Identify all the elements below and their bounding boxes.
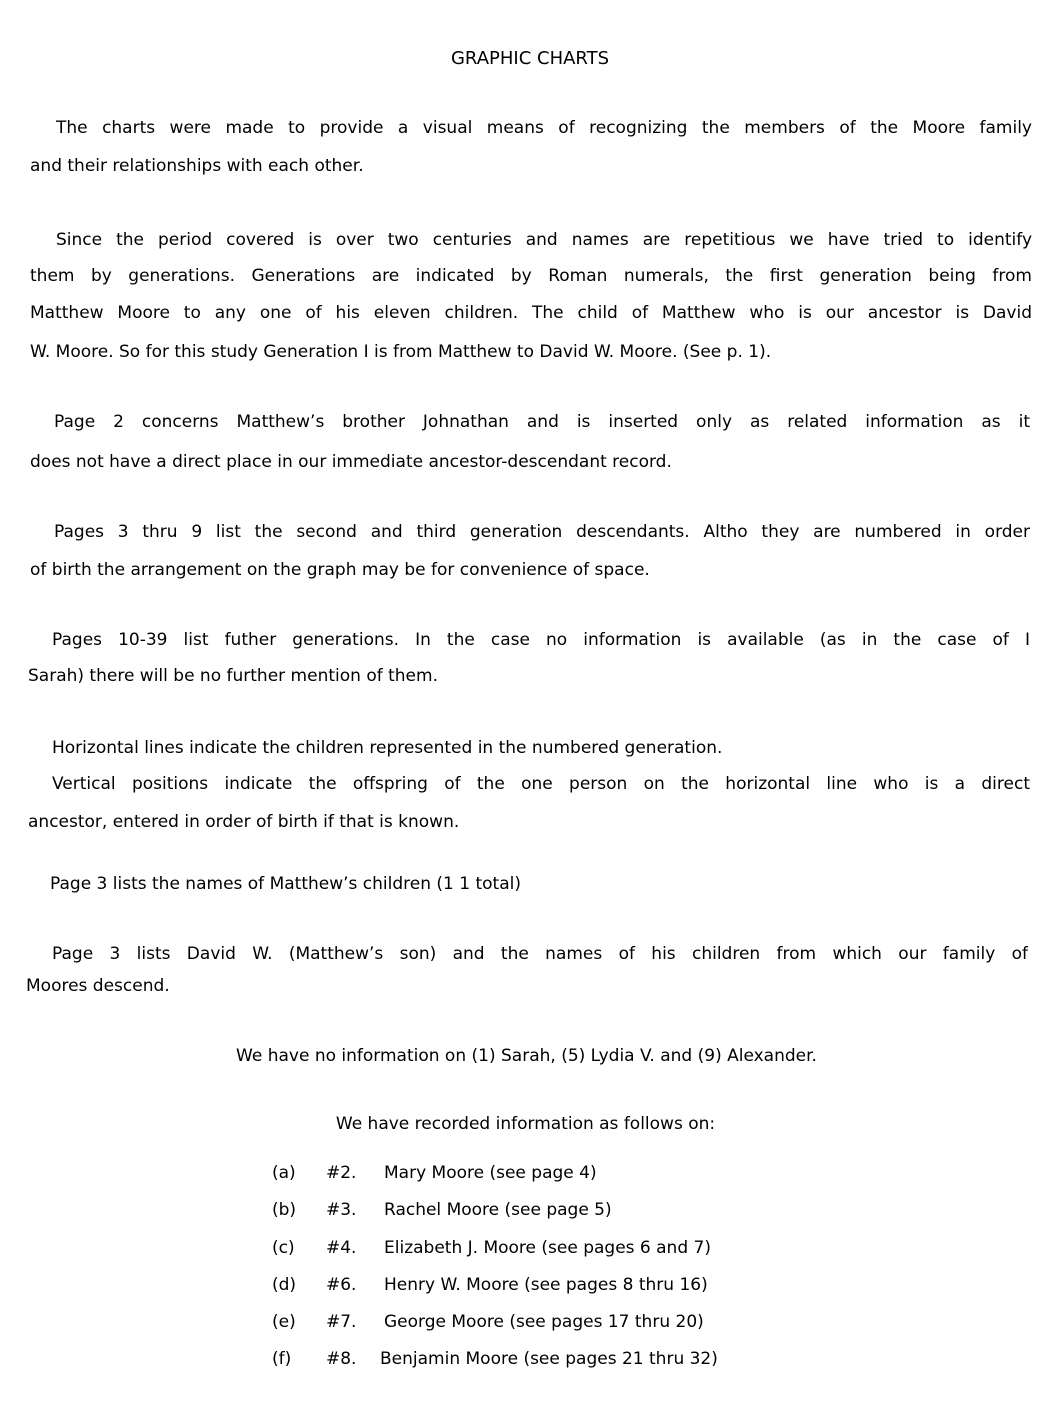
paragraph-2-line-4: W. Moore. So for this study Generation I is from Matthew to David W. Moore. (See p. 1).: [30, 342, 772, 362]
list-item-number: #8.: [326, 1349, 357, 1369]
list-item-text: Benjamin Moore (see pages 21 thru 32): [380, 1349, 718, 1369]
list-item-text: Rachel Moore (see page 5): [384, 1200, 612, 1220]
paragraph-4-line-2: of birth the arrangement on the graph may be for convenience of space.: [30, 560, 650, 580]
list-item-text: Mary Moore (see page 4): [384, 1163, 597, 1183]
list-item-number: #6.: [326, 1275, 357, 1295]
paragraph-6-line-2: Vertical positions indicate the offspring of the one person on the horizontal line who is a direct: [52, 774, 1030, 794]
list-item-text: George Moore (see pages 17 thru 20): [384, 1312, 704, 1332]
list-item-label: (d): [272, 1275, 297, 1295]
paragraph-3-line-2: does not have a direct place in our immediate ancestor-descendant record.: [30, 452, 672, 472]
list-item-text: Elizabeth J. Moore (see pages 6 and 7): [384, 1238, 711, 1258]
list-item-label: (a): [272, 1163, 296, 1183]
list-item-label: (e): [272, 1312, 296, 1332]
paragraph-8-line-2: Moores descend.: [26, 976, 170, 996]
paragraph-1-line-1: The charts were made to provide a visual means of recognizing the members of the Moore family: [56, 118, 1032, 138]
list-item-text: Henry W. Moore (see pages 8 thru 16): [384, 1275, 708, 1295]
list-item-label: (b): [272, 1200, 297, 1220]
list-item-number: #2.: [326, 1163, 357, 1183]
list-item-number: #7.: [326, 1312, 357, 1332]
page-title: GRAPHIC CHARTS: [450, 48, 610, 69]
paragraph-4-line-1: Pages 3 thru 9 list the second and third generation descendants. Altho they are numbered in order: [54, 522, 1030, 542]
paragraph-3-line-1: Page 2 concerns Matthew’s brother Johnathan and is inserted only as related information as it: [54, 412, 1030, 432]
paragraph-5-line-1: Pages 10-39 list futher generations. In the case no information is available (as in the case of I: [52, 630, 1030, 650]
paragraph-1-line-2: and their relationships with each other.: [30, 156, 364, 176]
paragraph-5-line-2: Sarah) there will be no further mention of them.: [28, 666, 438, 686]
no-information-statement: We have no information on (1) Sarah, (5) Lydia V. and (9) Alexander.: [236, 1046, 817, 1066]
list-item-number: #4.: [326, 1238, 357, 1258]
recorded-intro: We have recorded information as follows on:: [335, 1114, 716, 1134]
list-item-label: (c): [272, 1238, 295, 1258]
paragraph-2-line-3: Matthew Moore to any one of his eleven children. The child of Matthew who is our ancestor is David: [30, 303, 1032, 323]
list-item-number: #3.: [326, 1200, 357, 1220]
paragraph-7-line-1: Page 3 lists the names of Matthew’s children (1 1 total): [50, 874, 521, 894]
paragraph-6-line-1: Horizontal lines indicate the children represented in the numbered generation.: [52, 738, 723, 758]
paragraph-8-line-1: Page 3 lists David W. (Matthew’s son) and the names of his children from which our family of: [52, 944, 1028, 964]
paragraph-2-line-1: Since the period covered is over two centuries and names are repetitious we have tried to identify: [56, 230, 1032, 250]
paragraph-6-line-3: ancestor, entered in order of birth if that is known.: [28, 812, 460, 832]
paragraph-2-line-2: them by generations. Generations are indicated by Roman numerals, the first generation being from: [30, 266, 1032, 286]
list-item-label: (f): [272, 1349, 292, 1369]
